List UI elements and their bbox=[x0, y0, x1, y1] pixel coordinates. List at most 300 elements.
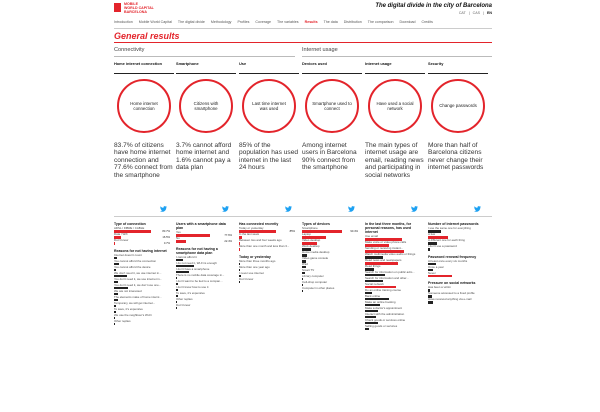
chart-row bbox=[176, 231, 232, 236]
bar bbox=[114, 269, 116, 271]
bar-label: I don't know how to use it bbox=[176, 285, 209, 289]
nav-item-the-variables[interactable]: The variables bbox=[277, 20, 299, 24]
bar bbox=[365, 328, 369, 330]
section-label-connectivity: Connectivity bbox=[114, 47, 145, 53]
chart-heading: Type of connection bbox=[114, 222, 146, 226]
bar bbox=[428, 263, 436, 265]
chart-heading: In the last three months, for personal reasons, has used internet bbox=[365, 222, 412, 234]
result-column bbox=[365, 62, 425, 179]
bar-label: No bbox=[176, 237, 180, 241]
chart-row bbox=[302, 275, 358, 280]
bar-label: Laptop bbox=[302, 233, 311, 237]
chart-row bbox=[302, 251, 358, 256]
bar bbox=[239, 281, 240, 283]
bar bbox=[428, 242, 437, 244]
chart-row bbox=[428, 245, 484, 250]
bar bbox=[302, 230, 342, 232]
language-option-en[interactable]: EN bbox=[487, 11, 492, 15]
logo-line: WORLD CAPITAL bbox=[124, 5, 154, 10]
chart-row bbox=[114, 254, 170, 259]
column-heading: Home internet connection bbox=[114, 62, 174, 74]
nav-item-mobile-world-capital[interactable]: Mobile World Capital bbox=[138, 20, 172, 24]
bar-label: Have received anything via e-mail bbox=[428, 298, 472, 302]
bar bbox=[176, 289, 178, 291]
bar-label: Bank online bbox=[365, 295, 381, 299]
bar-label: You don't need it, we use internet in... bbox=[114, 277, 163, 281]
bar bbox=[114, 323, 115, 325]
bar bbox=[365, 322, 378, 324]
chart-row bbox=[428, 233, 484, 238]
chart-row bbox=[176, 262, 232, 267]
bar bbox=[302, 278, 303, 280]
bar bbox=[176, 265, 194, 267]
result-ring[interactable] bbox=[117, 79, 171, 133]
result-statement: 85% of the population has used internet in the last 24 hours bbox=[239, 142, 299, 172]
bar bbox=[239, 263, 240, 265]
result-column bbox=[302, 62, 362, 172]
chart-row bbox=[302, 227, 358, 232]
chart-row bbox=[428, 292, 484, 297]
chart-row bbox=[176, 286, 232, 291]
chart-row bbox=[176, 304, 232, 309]
column-heading: Smartphone bbox=[176, 62, 236, 74]
chart-row bbox=[114, 233, 170, 238]
twitter-icon[interactable] bbox=[411, 206, 418, 214]
section-divider bbox=[302, 56, 492, 57]
bar bbox=[365, 244, 389, 246]
bar-label: At least once every six months bbox=[428, 259, 468, 263]
section-label-internet-usage: Internet usage bbox=[302, 47, 338, 53]
language-separator: | bbox=[483, 11, 484, 15]
bar bbox=[114, 242, 115, 244]
section-divider bbox=[114, 56, 295, 57]
bar bbox=[302, 242, 317, 244]
language-separator: | bbox=[468, 11, 470, 15]
ring-label: Home internet connection bbox=[130, 100, 158, 111]
bar-label: You cannot afford the device bbox=[114, 265, 151, 269]
chart-group bbox=[114, 222, 170, 245]
bar bbox=[302, 266, 306, 268]
chart-group bbox=[428, 281, 484, 304]
chart-heading: Reasons for not having a smartphone data plan bbox=[176, 246, 218, 255]
chart-group bbox=[176, 247, 232, 309]
nav-divider bbox=[114, 28, 492, 29]
bar bbox=[114, 230, 151, 232]
chart-row bbox=[176, 280, 232, 285]
nav-item-distribution[interactable]: Distribution bbox=[343, 20, 362, 24]
chart-row bbox=[428, 298, 484, 303]
bar bbox=[365, 310, 378, 312]
chart-row bbox=[365, 307, 421, 312]
chart-row bbox=[176, 292, 232, 297]
chart-row bbox=[114, 278, 170, 283]
bar-label: The elements make of home interni... bbox=[114, 295, 162, 299]
bar bbox=[365, 316, 376, 318]
chart-row bbox=[114, 296, 170, 301]
result-statement: The main types of internet usage are email, reading news and participating in social networks bbox=[365, 142, 424, 179]
chart-row bbox=[302, 257, 358, 262]
twitter-icon[interactable] bbox=[160, 206, 167, 214]
chart-row bbox=[365, 313, 421, 318]
bar bbox=[302, 272, 305, 274]
nav-item-the-digital-divide[interactable]: The digital divide bbox=[177, 20, 205, 24]
bar-label: Make an online booking bbox=[365, 301, 396, 305]
bar bbox=[176, 277, 177, 279]
bar-label: Never bbox=[428, 271, 436, 275]
language-switcher bbox=[459, 11, 492, 15]
bar bbox=[239, 248, 240, 250]
nav-item-introduction[interactable]: Introduction bbox=[114, 20, 133, 24]
bar-label: Don't know bbox=[239, 277, 254, 281]
chart-group bbox=[176, 222, 232, 243]
chart-row bbox=[176, 256, 232, 261]
chart-group bbox=[428, 255, 484, 278]
bar bbox=[365, 274, 385, 276]
result-statement: Among internet users in Barcelona 90% connect from the smartphone bbox=[302, 142, 357, 172]
bar bbox=[239, 236, 242, 238]
bar-label: I do not need it, Wi-Fi is enough bbox=[176, 261, 217, 265]
chart-row bbox=[302, 287, 358, 292]
chart-row bbox=[302, 245, 358, 250]
chart-group bbox=[239, 222, 295, 251]
chart-row bbox=[365, 283, 421, 288]
bar-chart bbox=[428, 222, 484, 308]
chart-row bbox=[176, 237, 232, 242]
chart-row bbox=[114, 284, 170, 289]
chart-row bbox=[302, 263, 358, 268]
chart-row bbox=[428, 272, 484, 277]
bar-value: 16.5% bbox=[162, 235, 170, 239]
bar bbox=[365, 292, 372, 294]
bar-label: Work desktop bbox=[302, 245, 320, 249]
charts-divider bbox=[114, 216, 492, 217]
result-ring[interactable] bbox=[179, 79, 233, 133]
bar bbox=[176, 259, 183, 261]
bar-label: Video desktop bbox=[302, 239, 321, 243]
bar bbox=[239, 230, 276, 232]
bar-value: 83.7% bbox=[162, 229, 170, 233]
bar bbox=[365, 298, 389, 300]
chart-row bbox=[365, 247, 421, 252]
result-statement: 3.7% cannot afford home internet and 1.6% cannot pay a data plan bbox=[176, 142, 232, 172]
bar-label: To save, it's expensive bbox=[176, 291, 205, 295]
bar-label: A different one for each thing bbox=[428, 239, 465, 243]
bar bbox=[176, 307, 177, 309]
bar-value: 0.7% bbox=[163, 241, 170, 245]
result-column bbox=[239, 62, 299, 172]
chart-row bbox=[428, 266, 484, 271]
bar-chart bbox=[239, 222, 295, 287]
bar bbox=[428, 269, 433, 271]
bar-label: I cannot afford it bbox=[176, 255, 197, 259]
result-column bbox=[176, 62, 236, 172]
bar-chart bbox=[114, 222, 170, 329]
chart-row bbox=[239, 245, 295, 250]
title-divider bbox=[114, 42, 492, 43]
result-ring[interactable] bbox=[431, 79, 485, 133]
bar-label: I don't use a password bbox=[428, 245, 457, 249]
bar-label: Do an online training course bbox=[365, 289, 401, 293]
logo-line: MOBILE bbox=[124, 2, 138, 6]
chart-row bbox=[428, 227, 484, 232]
chart-row bbox=[114, 314, 170, 319]
nav-item-credits[interactable]: Credits bbox=[421, 20, 433, 24]
bar bbox=[428, 248, 430, 250]
bar-label: iPad bbox=[302, 263, 308, 267]
bar bbox=[428, 275, 452, 277]
chart-row bbox=[428, 286, 484, 291]
ring-label: Smartphone used to connect bbox=[312, 100, 352, 111]
bar-label: I use the same one for everything bbox=[428, 227, 471, 231]
result-ring[interactable] bbox=[242, 79, 296, 133]
chart-row bbox=[365, 265, 421, 270]
bar-chart bbox=[365, 222, 421, 334]
bar bbox=[302, 290, 303, 292]
chart-row bbox=[239, 260, 295, 265]
bar bbox=[176, 271, 189, 273]
chart-row bbox=[114, 272, 170, 277]
chart-group bbox=[239, 255, 295, 284]
bar-label: Today or yesterday bbox=[239, 227, 264, 231]
chart-heading: Password renewal frequency bbox=[428, 254, 477, 259]
bar bbox=[302, 260, 306, 262]
chart-row bbox=[239, 272, 295, 277]
bar-label: Computer in other places bbox=[302, 287, 335, 291]
page-heading: The digital divide in the city of Barcelona bbox=[375, 3, 492, 9]
ring-label: Change passwords bbox=[439, 103, 477, 109]
twitter-icon[interactable] bbox=[348, 206, 355, 214]
chart-heading: Pressure on social networks bbox=[428, 281, 476, 286]
bar-label: Someone accessed to a fixed profile bbox=[428, 292, 475, 296]
result-statement: 83.7% of citizens have home internet connection and 77.6% connect from the smartphone bbox=[114, 142, 173, 179]
chart-row bbox=[239, 239, 295, 244]
bar-label: In the last week bbox=[239, 233, 260, 237]
bar bbox=[114, 263, 119, 265]
bar-label: We don't need it, we use internet in... bbox=[114, 271, 162, 275]
language-option-cas[interactable]: CAS bbox=[472, 11, 481, 15]
bar bbox=[114, 257, 117, 259]
chart-row bbox=[114, 308, 170, 313]
bar bbox=[428, 295, 432, 297]
chart-row bbox=[176, 268, 232, 273]
bar bbox=[365, 256, 383, 258]
bar-label: Has been a victim bbox=[428, 286, 451, 290]
bar-label: Make voice or video phone calls bbox=[365, 241, 407, 245]
bar-label: Library computer bbox=[302, 275, 324, 279]
bar bbox=[365, 262, 398, 264]
column-heading: Use bbox=[239, 62, 299, 74]
ring-label: Citizens with smartphone bbox=[193, 100, 219, 111]
chart-group bbox=[114, 249, 170, 325]
bar bbox=[239, 269, 240, 271]
bar-value: 90.4% bbox=[350, 229, 358, 233]
bar bbox=[428, 236, 448, 238]
bar bbox=[114, 311, 116, 313]
chart-row bbox=[239, 233, 295, 238]
bar bbox=[176, 240, 186, 242]
bar-label: Smartphone bbox=[302, 227, 318, 231]
bar-label: You don't need it, we don't use one... bbox=[114, 283, 162, 287]
bar bbox=[302, 254, 307, 256]
nav-item-the-data[interactable]: The data bbox=[323, 20, 338, 24]
nav-item-profiles[interactable]: Profiles bbox=[237, 20, 250, 24]
column-heading: Devices used bbox=[302, 62, 362, 74]
bar-label: Yes bbox=[176, 231, 181, 235]
nav-item-results[interactable]: Results bbox=[304, 20, 318, 24]
bar-label: To save, it's expensive bbox=[114, 307, 143, 311]
bar-label: There is no mobile data coverage in... bbox=[176, 273, 225, 277]
chart-row bbox=[302, 281, 358, 286]
chart-row bbox=[428, 260, 484, 265]
bar bbox=[176, 301, 177, 303]
ring-label: Have used a social network bbox=[376, 100, 414, 111]
bar bbox=[114, 305, 116, 307]
bar-label: Cell-shop computer bbox=[302, 281, 328, 285]
chart-row bbox=[302, 269, 358, 274]
bar-label: Read things bbox=[365, 265, 381, 269]
bar bbox=[114, 236, 121, 238]
bar bbox=[176, 234, 210, 236]
bar-label: I don't want to be tied to a compan... bbox=[176, 279, 223, 283]
nav-item-the-comparison[interactable]: The comparison bbox=[367, 20, 394, 24]
chart-row bbox=[365, 235, 421, 240]
chart-row bbox=[239, 227, 295, 232]
logo-line: BARCELONA bbox=[124, 9, 147, 14]
chart-row bbox=[114, 266, 170, 271]
bar bbox=[114, 317, 115, 319]
bar-label: More than one year ago bbox=[239, 265, 270, 269]
column-heading: Security bbox=[428, 62, 488, 74]
bar-label: More than one month and less than 3... bbox=[239, 245, 290, 249]
bar-label: Internet doesn't count bbox=[114, 253, 142, 257]
bar-label: Search for information on public adm... bbox=[365, 271, 415, 275]
chart-row bbox=[365, 325, 421, 330]
bar-label: Smart TV bbox=[302, 269, 315, 273]
logo-mark-icon bbox=[114, 3, 121, 12]
language-option-cat[interactable]: CAT bbox=[458, 11, 466, 15]
bar bbox=[176, 295, 178, 297]
bar bbox=[365, 268, 374, 270]
bar-label: We use the neighbour's Wi-Fi bbox=[114, 313, 152, 317]
nav-item-coverage[interactable]: Coverage bbox=[255, 20, 272, 24]
bar-label: Use email bbox=[365, 235, 378, 239]
chart-row bbox=[114, 290, 170, 295]
bar-label: More than three months ago bbox=[239, 259, 276, 263]
chart-heading: Types of devices bbox=[302, 222, 330, 226]
page-title: General results bbox=[114, 31, 180, 41]
result-ring[interactable] bbox=[305, 79, 359, 133]
chart-group bbox=[428, 222, 484, 251]
column-heading: Internet usage bbox=[365, 62, 425, 74]
bar-label: Make a doctor's appointment bbox=[365, 307, 403, 311]
chart-heading: Today or yesterday bbox=[239, 254, 271, 259]
bar-label: Interact with the administration bbox=[365, 313, 405, 317]
bar bbox=[239, 275, 241, 277]
bar-label: Temporary, we will get internet... bbox=[114, 301, 156, 305]
chart-row bbox=[176, 274, 232, 279]
bar bbox=[428, 230, 441, 232]
chart-heading: Reasons for not having internet bbox=[114, 248, 167, 253]
chart-heading: Has connected recently bbox=[239, 222, 279, 226]
bar bbox=[428, 301, 433, 303]
bar-label: Don't know bbox=[176, 303, 191, 307]
chart-group bbox=[365, 222, 421, 330]
bar-value: 85% bbox=[289, 229, 295, 233]
nav-item-methodology[interactable]: Methodology bbox=[210, 20, 232, 24]
twitter-icon[interactable] bbox=[222, 206, 229, 214]
bar-label: Other replies bbox=[114, 319, 131, 323]
bar-label: Video game console bbox=[302, 257, 329, 261]
bar bbox=[428, 289, 430, 291]
bar bbox=[176, 283, 178, 285]
bar-label: You cannot afford the connection bbox=[114, 259, 157, 263]
chart-heading: Users with a smartphone data plan bbox=[176, 222, 226, 230]
chart-row bbox=[365, 277, 421, 282]
chart-row bbox=[176, 298, 232, 303]
bar-label: We are not interested bbox=[114, 289, 142, 293]
bar bbox=[114, 287, 128, 289]
chart-row bbox=[114, 320, 170, 325]
result-statement: More than half of Barcelona citizens never change their internet passwords bbox=[428, 142, 484, 172]
bar bbox=[365, 286, 396, 288]
nav-item-download[interactable]: Download bbox=[399, 20, 416, 24]
bar-label: Other replies bbox=[176, 297, 193, 301]
chart-row bbox=[365, 319, 421, 324]
bar-chart bbox=[176, 222, 232, 313]
bar bbox=[302, 284, 303, 286]
chart-row bbox=[365, 295, 421, 300]
chart-row bbox=[302, 239, 358, 244]
result-column bbox=[428, 62, 488, 172]
bar bbox=[365, 280, 383, 282]
bar bbox=[302, 236, 326, 238]
result-ring[interactable] bbox=[368, 79, 422, 133]
bar-label: Sending or receiving instant... bbox=[365, 247, 404, 251]
chart-row bbox=[239, 278, 295, 283]
bar-label: Selling goods or services bbox=[365, 325, 398, 329]
chart-row bbox=[114, 227, 170, 232]
bar bbox=[365, 250, 404, 252]
chart-row bbox=[365, 253, 421, 258]
chart-row bbox=[114, 239, 170, 244]
bar-label: A few bbox=[428, 233, 436, 237]
twitter-icon[interactable] bbox=[474, 206, 481, 214]
main-nav bbox=[114, 20, 492, 28]
mobile-world-capital-logo[interactable] bbox=[114, 3, 154, 14]
bar-label: Don't know bbox=[114, 239, 129, 243]
chart-row bbox=[428, 239, 484, 244]
bar-label: Check goods or services online bbox=[365, 319, 406, 323]
chart-row bbox=[114, 302, 170, 307]
bar-value: 22.4% bbox=[224, 239, 232, 243]
bar bbox=[114, 281, 118, 283]
bar-label: ADSL / FIBRE / CABLE bbox=[114, 227, 145, 231]
chart-row bbox=[239, 266, 295, 271]
bar bbox=[239, 242, 240, 244]
bar-label: Social network bbox=[365, 283, 384, 287]
chart-heading: Number of internet passwords bbox=[428, 222, 479, 226]
chart-row bbox=[365, 301, 421, 306]
bar bbox=[114, 293, 118, 295]
bar bbox=[302, 248, 311, 250]
chart-row bbox=[365, 289, 421, 294]
chart-row bbox=[365, 259, 421, 264]
ring-label: Last time internet was used bbox=[252, 100, 286, 111]
bar-label: Once a year bbox=[428, 265, 444, 269]
twitter-icon[interactable] bbox=[285, 206, 292, 214]
bar bbox=[365, 238, 402, 240]
bar bbox=[114, 299, 118, 301]
